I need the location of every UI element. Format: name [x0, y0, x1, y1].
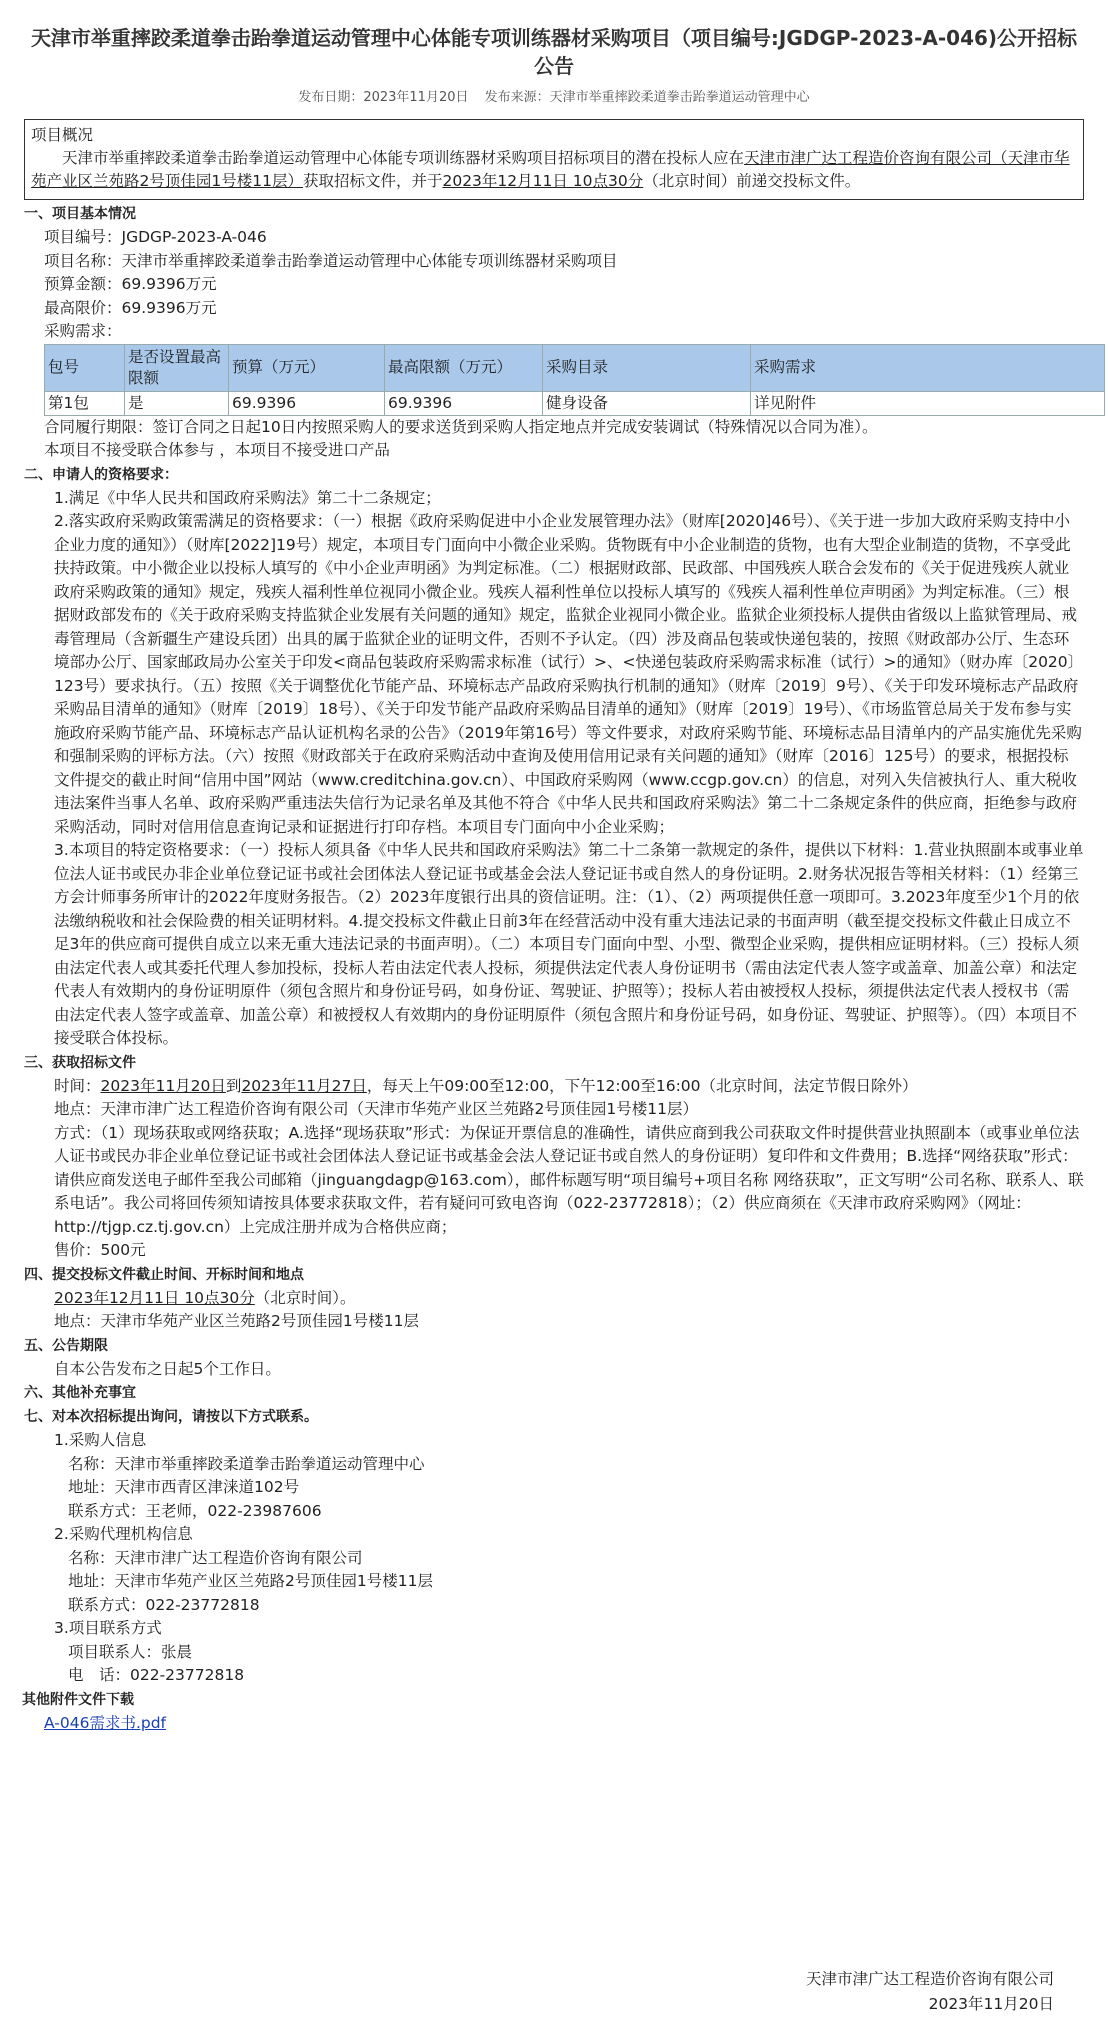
- publish-meta: [24, 86, 1084, 105]
- section-5-heading: 五、公告期限: [24, 1337, 108, 1354]
- obtain-price: 售价：500元: [54, 1241, 146, 1259]
- signature-date: 2023年11月20日: [928, 1995, 1054, 2013]
- announcement-body: [24, 202, 1084, 1735]
- project-contact-phone: 电 话：022-23772818: [68, 1666, 245, 1684]
- attachments-heading: 其他附件文件下载: [22, 1691, 134, 1708]
- section-3-heading: 三、获取招标文件: [24, 1054, 136, 1071]
- obtain-method: 方式：（1）现场获取或网络获取；A.选择“现场获取”形式：为保证开票信息的准确性，请供应商到我公司获取文件时提供营业执照副本（或事业单位法人证书或民办非企业单位登记证书或社会团体法人登记证书或基金会法人登记证书或自然人的身份证明）复印件和文件费用；B.选择“网络获取”形式：请供应商发送电子邮件至我公司邮箱（jinguangdagp@163.com），邮件标题写明“项目编号+项目名称 网络获取”，正文写明“公司名称、联系人、联系电话”。我公司将回传须知请按具体要求获取文件，若有疑问可致电咨询（022-23772818）；（2）供应商须在《天津市政府采购网》（网址：http://tjgp.cz.tj.gov.cn）上完成注册并成为合格供应商；: [54, 1123, 1084, 1236]
- project-overview-box: [24, 119, 1084, 200]
- overview-title: 项目概况: [31, 126, 94, 144]
- cell-max-amount: 69.9396: [385, 391, 543, 415]
- buyer-contact: 联系方式：王老师，022-23987606: [68, 1501, 322, 1520]
- consortium-note: 本项目不接受联合体参与 ，本项目不接受进口产品: [44, 441, 390, 459]
- section-6-heading: 六、其他补充事宜: [24, 1385, 136, 1401]
- cell-max-limit: 是: [125, 391, 229, 415]
- agent-contact: 联系方式：022-23772818: [68, 1595, 260, 1614]
- th-budget: 预算（万元）: [229, 344, 385, 391]
- overview-deadline: 2023年12月11日 10点30分: [442, 172, 644, 190]
- page-title: 天津市举重摔跤柔道拳击跆拳道运动管理中心体能专项训练器材采购项目（项目编号:JGDGP-2023-A-046)公开招标公告: [30, 26, 1078, 78]
- section-4-heading: 四、提交投标文件截止时间、开标时间和地点: [24, 1266, 304, 1283]
- procurement-table: [44, 344, 1105, 416]
- agent-title: 2.采购代理机构信息: [54, 1525, 193, 1543]
- project-contact-title: 3.项目联系方式: [54, 1619, 162, 1637]
- procurement-needs-label: 采购需求：: [44, 322, 122, 340]
- overview-text: [31, 147, 1077, 193]
- agent-name: 名称：天津市津广达工程造价咨询有限公司: [68, 1548, 363, 1567]
- project-contact-person: 项目联系人：张晨: [68, 1642, 193, 1661]
- cell-requirement: 详见附件: [751, 391, 1105, 415]
- buyer-address: 地址：天津市西青区津涞道102号: [68, 1478, 300, 1496]
- submit-deadline: [24, 1287, 1084, 1311]
- section-1-heading: 一、项目基本情况: [24, 206, 136, 222]
- obtain-time-to: 到: [225, 1076, 242, 1095]
- th-requirement: 采购需求: [751, 344, 1105, 391]
- qualification-2: 2.落实政府采购政策需满足的资格要求：（一）根据《政府采购促进中小企业发展管理办法》（财库[2020]46号）、《关于进一步加大政府采购支持中小企业力度的通知》）（财库[2022]19号）规定，本项目专门面向中小微企业采购。货物既有中小企业制造的货物，也有大型企业制造的货物，不享受此扶持政策。中小微企业以投标人填写的《中小企业声明函》为判定标准。（二）根据财政部、民政部、中国残疾人联合会发布的《关于促进残疾人就业政府采购政策的通知》规定，残疾人福利性单位视同小微企业。残疾人福利性单位以投标人填写的《残疾人福利性单位声明函》为判定标准。（三）根据财政部发布的《关于政府采购支持监狱企业发展有关问题的通知》规定，监狱企业视同小微企业。监狱企业须投标人提供由省级以上监狱管理局、戒毒管理局（含新疆生产建设兵团）出具的属于监狱企业的证明文件，否则不予认定。（四）涉及商品包装或快递包装的，按照《财政部办公厅、生态环境部办公厅、国家邮政局办公室关于印发<商品包装政府采购需求标准（试行）>、<快递包装政府采购需求标准（试行）>的通知》（财办库〔2020〕123号）要求执行。（五）按照《关于调整优化节能产品、环境标志产品政府采购执行机制的通知》（财库〔2019〕9号）、《关于印发环境标志产品政府采购品目清单的通知》（财库〔2019〕18号）、《关于印发节能产品政府采购品目清单的通知》（财库〔2019〕19号）、《市场监管总局关于发布参与实施政府采购节能产品、环境标志产品认证机构名录的公告》（2019年第16号）等文件要求，对政府采购节能、环境标志品目清单内的产品实施优先采购和强制采购的评标方法。（六）按照《财政部关于在政府采购活动中查询及使用信用记录有关问题的通知》（财库〔2016〕125号）的要求，根据投标文件提交的截止时间“信用中国”网站（www.creditchina.gov.cn）、中国政府采购网（www.ccgp.gov.cn）的信息，对列入失信被执行人、重大税收违法案件当事人名单、政府采购严重违法失信行为记录名单及其他不符合《中华人民共和国政府采购法》第二十二条规定条件的供应商，拒绝参与政府采购活动，同时对信用信息查询记录和证据进行打印存档。本项目专门面向中小企业采购；: [54, 512, 1084, 836]
- cell-package: 第1包: [45, 391, 125, 415]
- agent-address: 地址：天津市华苑产业区兰苑路2号顶佳园1号楼11层: [68, 1572, 433, 1590]
- obtain-time-label: 时间：: [54, 1076, 101, 1095]
- overview-text-e: （北京时间）前递交投标文件。: [643, 172, 861, 190]
- th-catalog: 采购目录: [543, 344, 751, 391]
- th-package: 包号: [45, 344, 125, 391]
- obtain-time-rest: ，每天上午09:00至12:00，下午12:00至16:00（北京时间，法定节假日除外）: [366, 1076, 918, 1095]
- project-code: 项目编号：JGDGP-2023-A-046: [44, 228, 267, 246]
- section-2-heading: 二、申请人的资格要求：: [24, 466, 178, 483]
- overview-location: 天津市津广达工程造价咨询有限公司（天津市华苑产业区兰苑路2号顶佳园1号楼11层）: [31, 149, 1070, 190]
- budget-amount: 预算金额：69.9396万元: [44, 275, 217, 293]
- submit-place: 地点：天津市华苑产业区兰苑路2号顶佳园1号楼11层: [54, 1312, 419, 1330]
- max-price: 最高限价：69.9396万元: [44, 298, 217, 317]
- th-max-amount: 最高限额（万元）: [385, 344, 543, 391]
- publish-source: 发布来源：天津市举重摔跤柔道拳击跆拳道运动管理中心: [484, 90, 810, 105]
- cell-budget: 69.9396: [229, 391, 385, 415]
- obtain-time: [24, 1075, 1084, 1099]
- obtain-place: 地点：天津市津广达工程造价咨询有限公司（天津市华苑产业区兰苑路2号顶佳园1号楼11层）: [54, 1100, 698, 1118]
- overview-text-a: 天津市举重摔跤柔道拳击跆拳道运动管理中心体能专项训练器材采购项目招标项目的潜在投标人应在: [62, 149, 745, 167]
- submit-deadline-time: 2023年12月11日 10点30分: [54, 1288, 255, 1307]
- buyer-name: 名称：天津市举重摔跤柔道拳击跆拳道运动管理中心: [68, 1454, 425, 1473]
- project-name: 项目名称：天津市举重摔跤柔道拳击跆拳道运动管理中心体能专项训练器材采购项目: [44, 251, 618, 270]
- obtain-time-start: 2023年11月20日: [100, 1076, 226, 1095]
- obtain-time-end: 2023年11月27日: [241, 1076, 367, 1095]
- table-row: [45, 391, 1105, 415]
- buyer-title: 1.采购人信息: [54, 1431, 147, 1449]
- publish-date: 发布日期：2023年11月20日: [298, 90, 469, 105]
- submit-deadline-rest: （北京时间）。: [254, 1288, 356, 1307]
- qualification-1: 1.满足《中华人民共和国政府采购法》第二十二条规定；: [54, 488, 441, 507]
- cell-catalog: 健身设备: [543, 391, 751, 415]
- contract-term: 合同履行期限：签订合同之日起10日内按照采购人的要求送货到采购人指定地点并完成安装调试（特殊情况以合同为准）。: [44, 417, 878, 436]
- th-max-limit: 是否设置最高限额: [125, 344, 229, 391]
- section-7-heading: 七、对本次招标提出询问，请按以下方式联系。: [24, 1409, 318, 1425]
- qualification-3: 3.本项目的特定资格要求：（一）投标人须具备《中华人民共和国政府采购法》第二十二条第一款规定的条件，提供以下材料：1.营业执照副本或事业单位法人证书或民办非企业单位登记证书或社会团体法人登记证书或基金会法人登记证书或自然人的身份证明。2.财务状况报告等相关材料：（1）经第三方会计师事务所审计的2022年度财务报告。（2）2023年度银行出具的资信证明。注：（1）、（2）两项提供任意一项即可。3.2023年度至少1个月的依法缴纳税收和社会保险费的相关证明材料。4.提交投标文件截止日前3年在经营活动中没有重大违法记录的书面声明（截至提交投标文件截止日成立不足3年的供应商可提供自成立以来无重大违法记录的书面声明）。（二）本项目专门面向中型、小型、微型企业采购，提供相应证明材料。（三）投标人须由法定代表人或其委托代理人参加投标，投标人若由法定代表人投标，须提供法定代表人身份证明书（需由法定代表人签字或盖章、加盖公章）和法定代表人有效期内的身份证明原件（须包含照片和身份证号码，如身份证、驾驶证、护照等）；投标人若由被授权人投标，须提供法定代表人授权书（需由法定代表人签字或盖章、加盖公章）和被授权人有效期内的身份证明原件（须包含照片和身份证号码，如身份证、驾驶证、护照等）。（四）本项目不接受联合体投标。: [54, 841, 1084, 1047]
- notice-period: 自本公告发布之日起5个工作日。: [54, 1359, 281, 1378]
- overview-text-c: 获取招标文件，并于: [302, 172, 443, 190]
- attachment-link-pdf[interactable]: A-046需求书.pdf: [44, 1713, 167, 1732]
- signature-org: 天津市津广达工程造价咨询有限公司: [805, 1970, 1054, 1988]
